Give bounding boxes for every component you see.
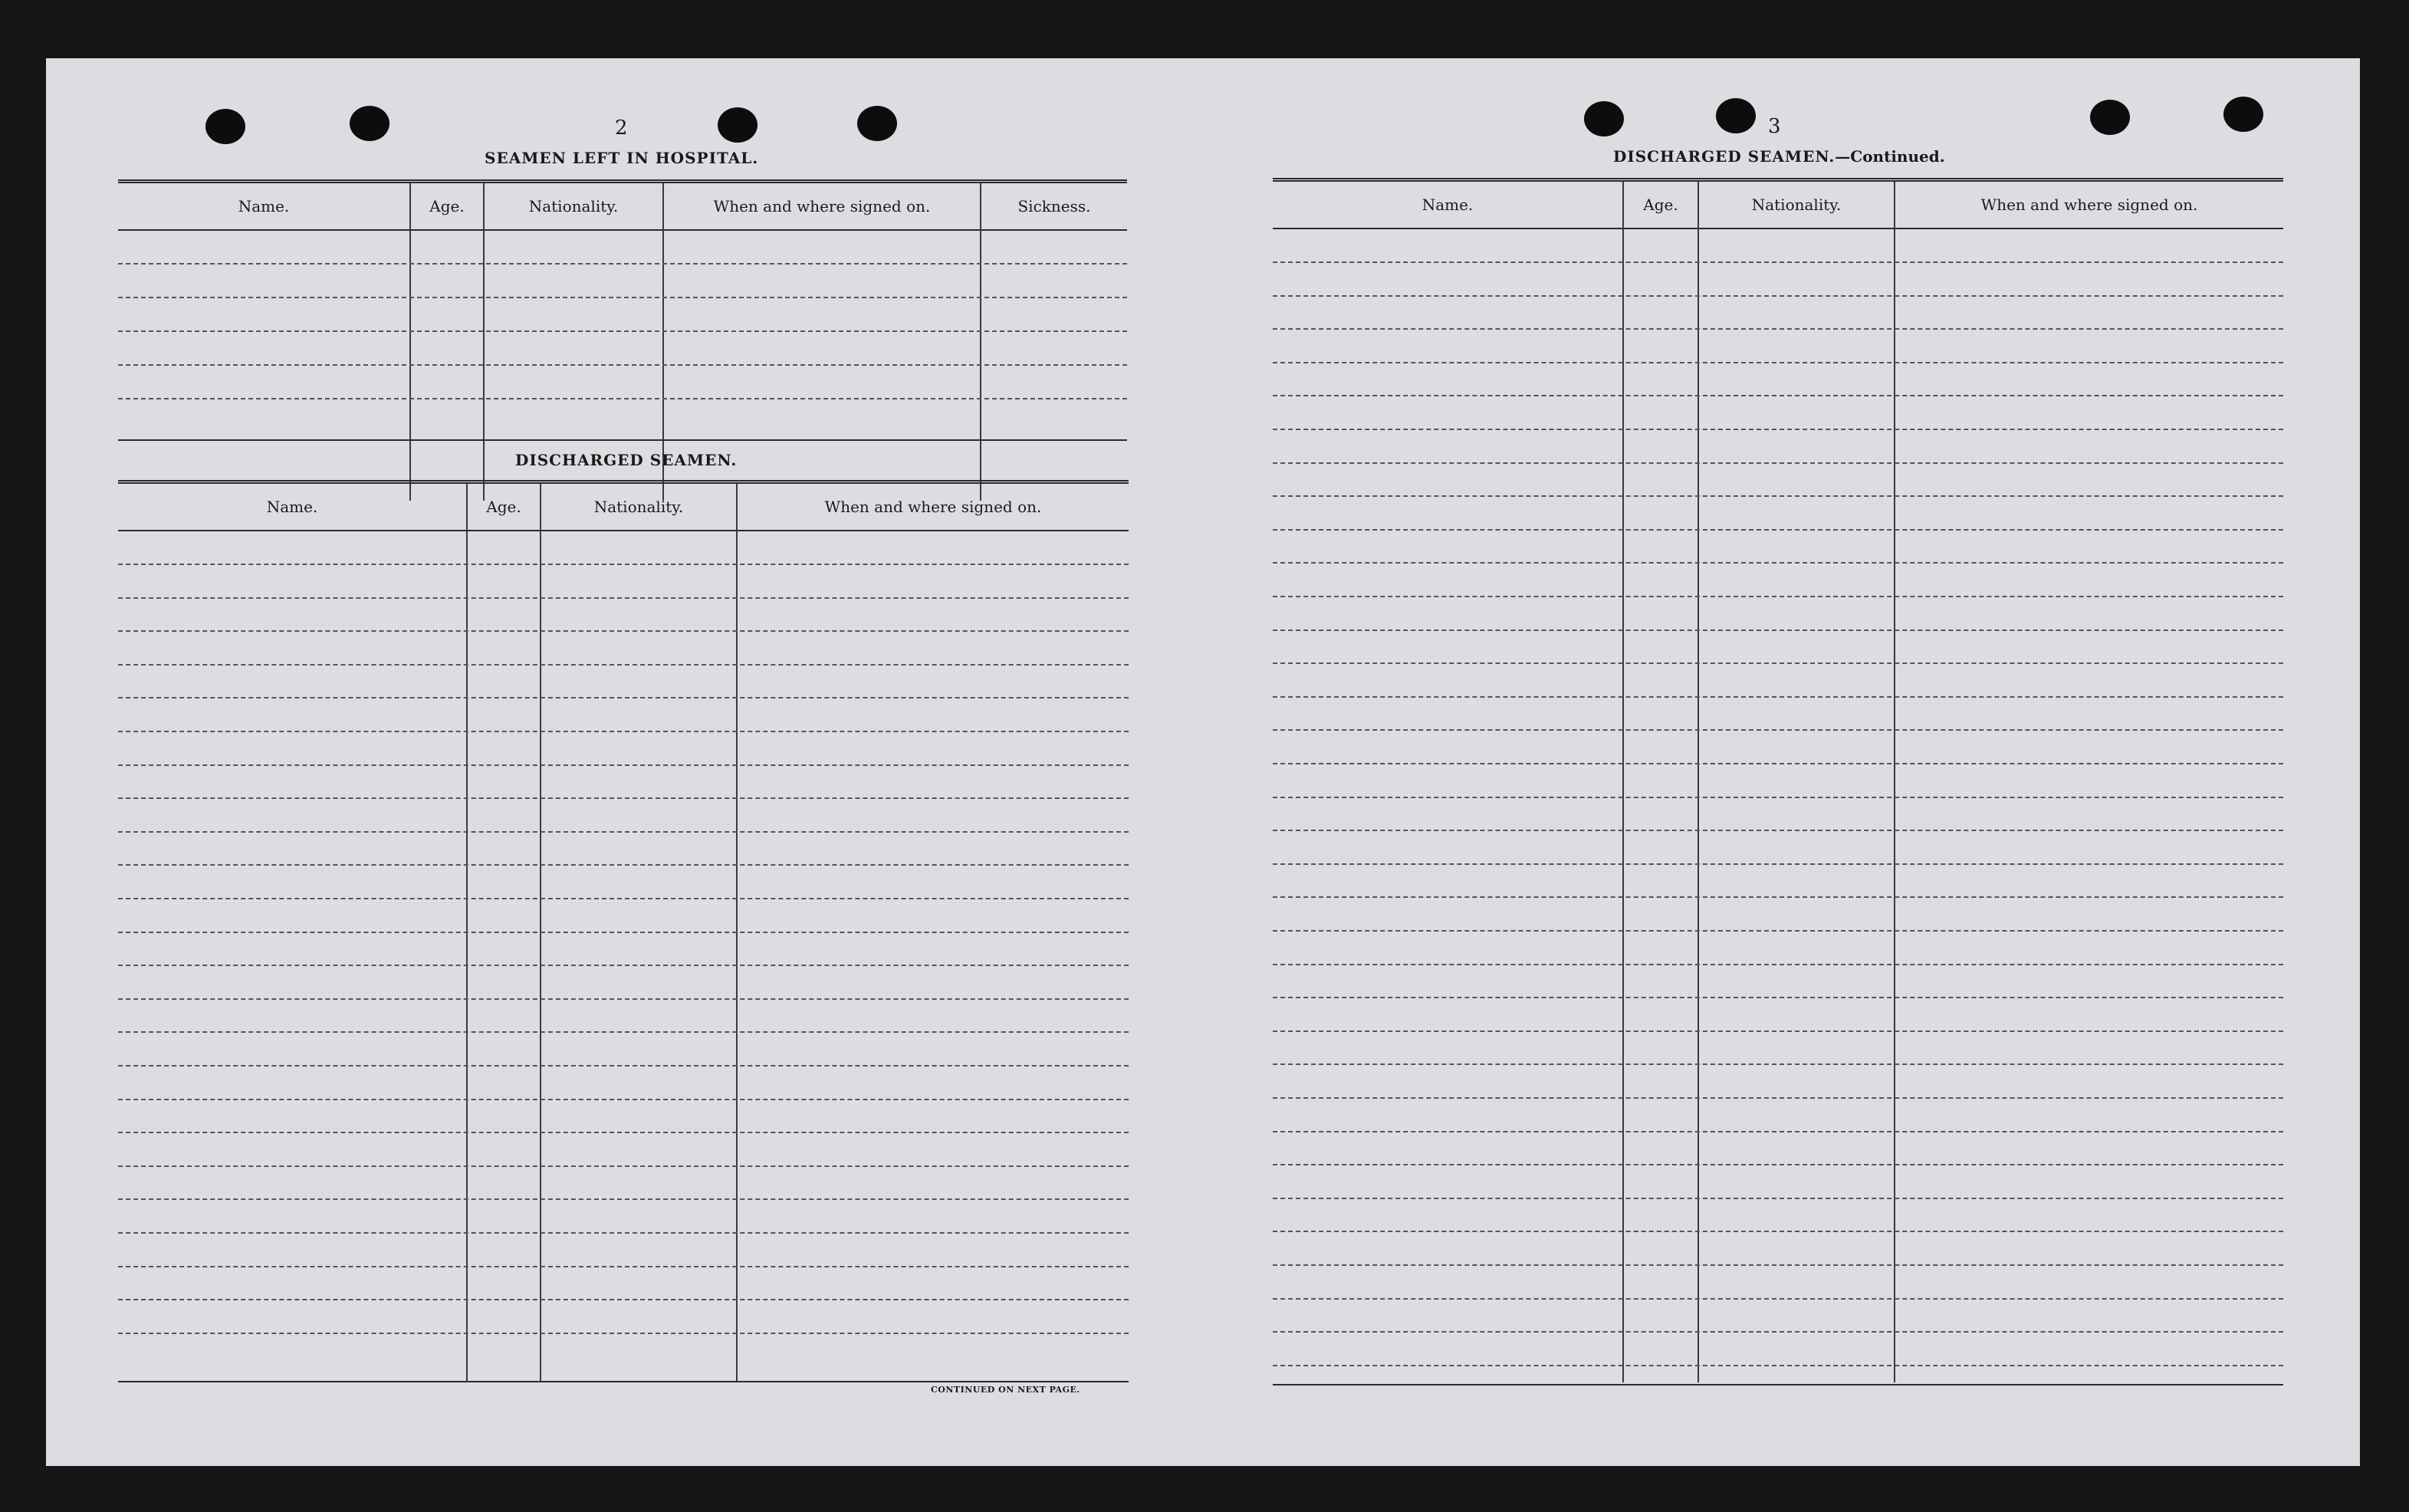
punch-hole bbox=[718, 107, 758, 143]
row-line bbox=[1273, 863, 2283, 865]
column-header-nationality: Nationality. bbox=[593, 498, 684, 516]
row-line bbox=[1273, 395, 2283, 396]
row-line bbox=[118, 831, 1129, 833]
page-number-right: 3 bbox=[1768, 115, 1781, 138]
row-line bbox=[1273, 1131, 2283, 1132]
row-line bbox=[118, 597, 1129, 599]
row-line bbox=[118, 664, 1129, 666]
row-line bbox=[1273, 729, 2283, 731]
discharged-section-title: DISCHARGED SEAMEN. bbox=[515, 451, 738, 469]
column-divider bbox=[409, 183, 411, 501]
row-line bbox=[1273, 896, 2283, 898]
row-line bbox=[118, 364, 1127, 366]
table-bottom-rule bbox=[118, 439, 1127, 441]
row-line bbox=[118, 330, 1127, 332]
row-line bbox=[118, 1132, 1129, 1133]
row-line bbox=[1273, 462, 2283, 464]
table-bottom-rule bbox=[118, 1381, 1129, 1382]
row-line bbox=[118, 564, 1129, 565]
page-number-left: 2 bbox=[615, 117, 628, 140]
punch-hole bbox=[1716, 98, 1756, 133]
punch-hole bbox=[2223, 97, 2263, 132]
column-header-name: Name. bbox=[266, 498, 318, 516]
row-line bbox=[1273, 696, 2283, 698]
row-line bbox=[118, 1333, 1129, 1334]
row-line bbox=[118, 932, 1129, 933]
column-header-signed-on: When and where signed on. bbox=[1980, 196, 2198, 214]
punch-hole bbox=[350, 106, 389, 141]
table-bottom-rule bbox=[1273, 1384, 2283, 1385]
row-line bbox=[1273, 1198, 2283, 1199]
row-line bbox=[118, 1165, 1129, 1167]
row-line bbox=[118, 1099, 1129, 1100]
row-line bbox=[118, 1299, 1129, 1300]
row-line bbox=[1273, 763, 2283, 764]
row-line bbox=[1273, 596, 2283, 597]
row-line bbox=[1273, 328, 2283, 330]
row-line bbox=[1273, 362, 2283, 363]
row-line bbox=[1273, 429, 2283, 430]
row-line bbox=[118, 297, 1127, 298]
row-line bbox=[1273, 1331, 2283, 1333]
discharged-table-right bbox=[1273, 178, 2283, 1382]
row-line bbox=[1273, 930, 2283, 932]
row-line bbox=[118, 998, 1129, 1000]
row-line bbox=[1273, 529, 2283, 531]
row-line bbox=[118, 797, 1129, 799]
row-line bbox=[1273, 1264, 2283, 1266]
row-line bbox=[118, 1266, 1129, 1267]
row-line bbox=[1273, 797, 2283, 798]
column-header-name: Name. bbox=[238, 197, 290, 215]
punch-hole bbox=[205, 109, 245, 144]
punch-hole bbox=[857, 106, 897, 141]
row-line bbox=[118, 764, 1129, 766]
row-line bbox=[1273, 295, 2283, 297]
row-line bbox=[118, 1198, 1129, 1200]
row-line bbox=[1273, 1030, 2283, 1032]
punch-hole bbox=[1584, 101, 1624, 136]
hospital-section-title: SEAMEN LEFT IN HOSPITAL. bbox=[485, 149, 759, 167]
row-line bbox=[1273, 1164, 2283, 1165]
row-line bbox=[1273, 662, 2283, 664]
row-line bbox=[118, 731, 1129, 732]
row-line bbox=[1273, 964, 2283, 965]
row-line bbox=[118, 965, 1129, 966]
row-line bbox=[118, 398, 1127, 399]
column-divider bbox=[540, 484, 541, 1382]
row-line bbox=[1273, 1298, 2283, 1300]
row-line bbox=[118, 1232, 1129, 1234]
discharged-continued-title bbox=[1613, 147, 1945, 166]
form-sheet bbox=[46, 58, 2360, 1466]
punch-hole bbox=[2090, 100, 2130, 135]
row-line bbox=[118, 630, 1129, 632]
column-header-signed-on: When and where signed on. bbox=[824, 498, 1042, 516]
row-line bbox=[118, 1065, 1129, 1067]
row-line bbox=[118, 864, 1129, 866]
column-header-sickness: Sickness. bbox=[1017, 197, 1091, 215]
row-line bbox=[1273, 1097, 2283, 1099]
row-line bbox=[118, 263, 1127, 265]
row-line bbox=[1273, 1365, 2283, 1366]
row-line bbox=[118, 1031, 1129, 1033]
row-line bbox=[1273, 261, 2283, 263]
row-line bbox=[1273, 1063, 2283, 1065]
column-divider bbox=[980, 183, 981, 501]
column-divider bbox=[483, 183, 485, 501]
continued-footnote: CONTINUED ON NEXT PAGE. bbox=[931, 1385, 1080, 1395]
column-header-age: Age. bbox=[429, 197, 465, 215]
discharged-table-left bbox=[118, 480, 1129, 1382]
continued-suffix: —Continued. bbox=[1835, 147, 1945, 166]
discharged-continued-title-text: DISCHARGED SEAMEN. bbox=[1613, 147, 1836, 166]
row-line bbox=[118, 697, 1129, 698]
column-header-age: Age. bbox=[486, 498, 521, 516]
column-header-signed-on: When and where signed on. bbox=[713, 197, 931, 215]
column-header-nationality: Nationality. bbox=[528, 197, 619, 215]
column-header-name: Name. bbox=[1421, 196, 1474, 214]
row-line bbox=[1273, 997, 2283, 998]
column-divider bbox=[736, 484, 738, 1382]
row-line bbox=[1273, 562, 2283, 564]
column-header-nationality: Nationality. bbox=[1751, 196, 1842, 214]
row-line bbox=[1273, 495, 2283, 497]
row-line bbox=[1273, 830, 2283, 831]
row-line bbox=[118, 898, 1129, 899]
row-line bbox=[1273, 629, 2283, 631]
row-line bbox=[1273, 1231, 2283, 1232]
column-divider bbox=[466, 484, 468, 1382]
column-header-age: Age. bbox=[1643, 196, 1678, 214]
